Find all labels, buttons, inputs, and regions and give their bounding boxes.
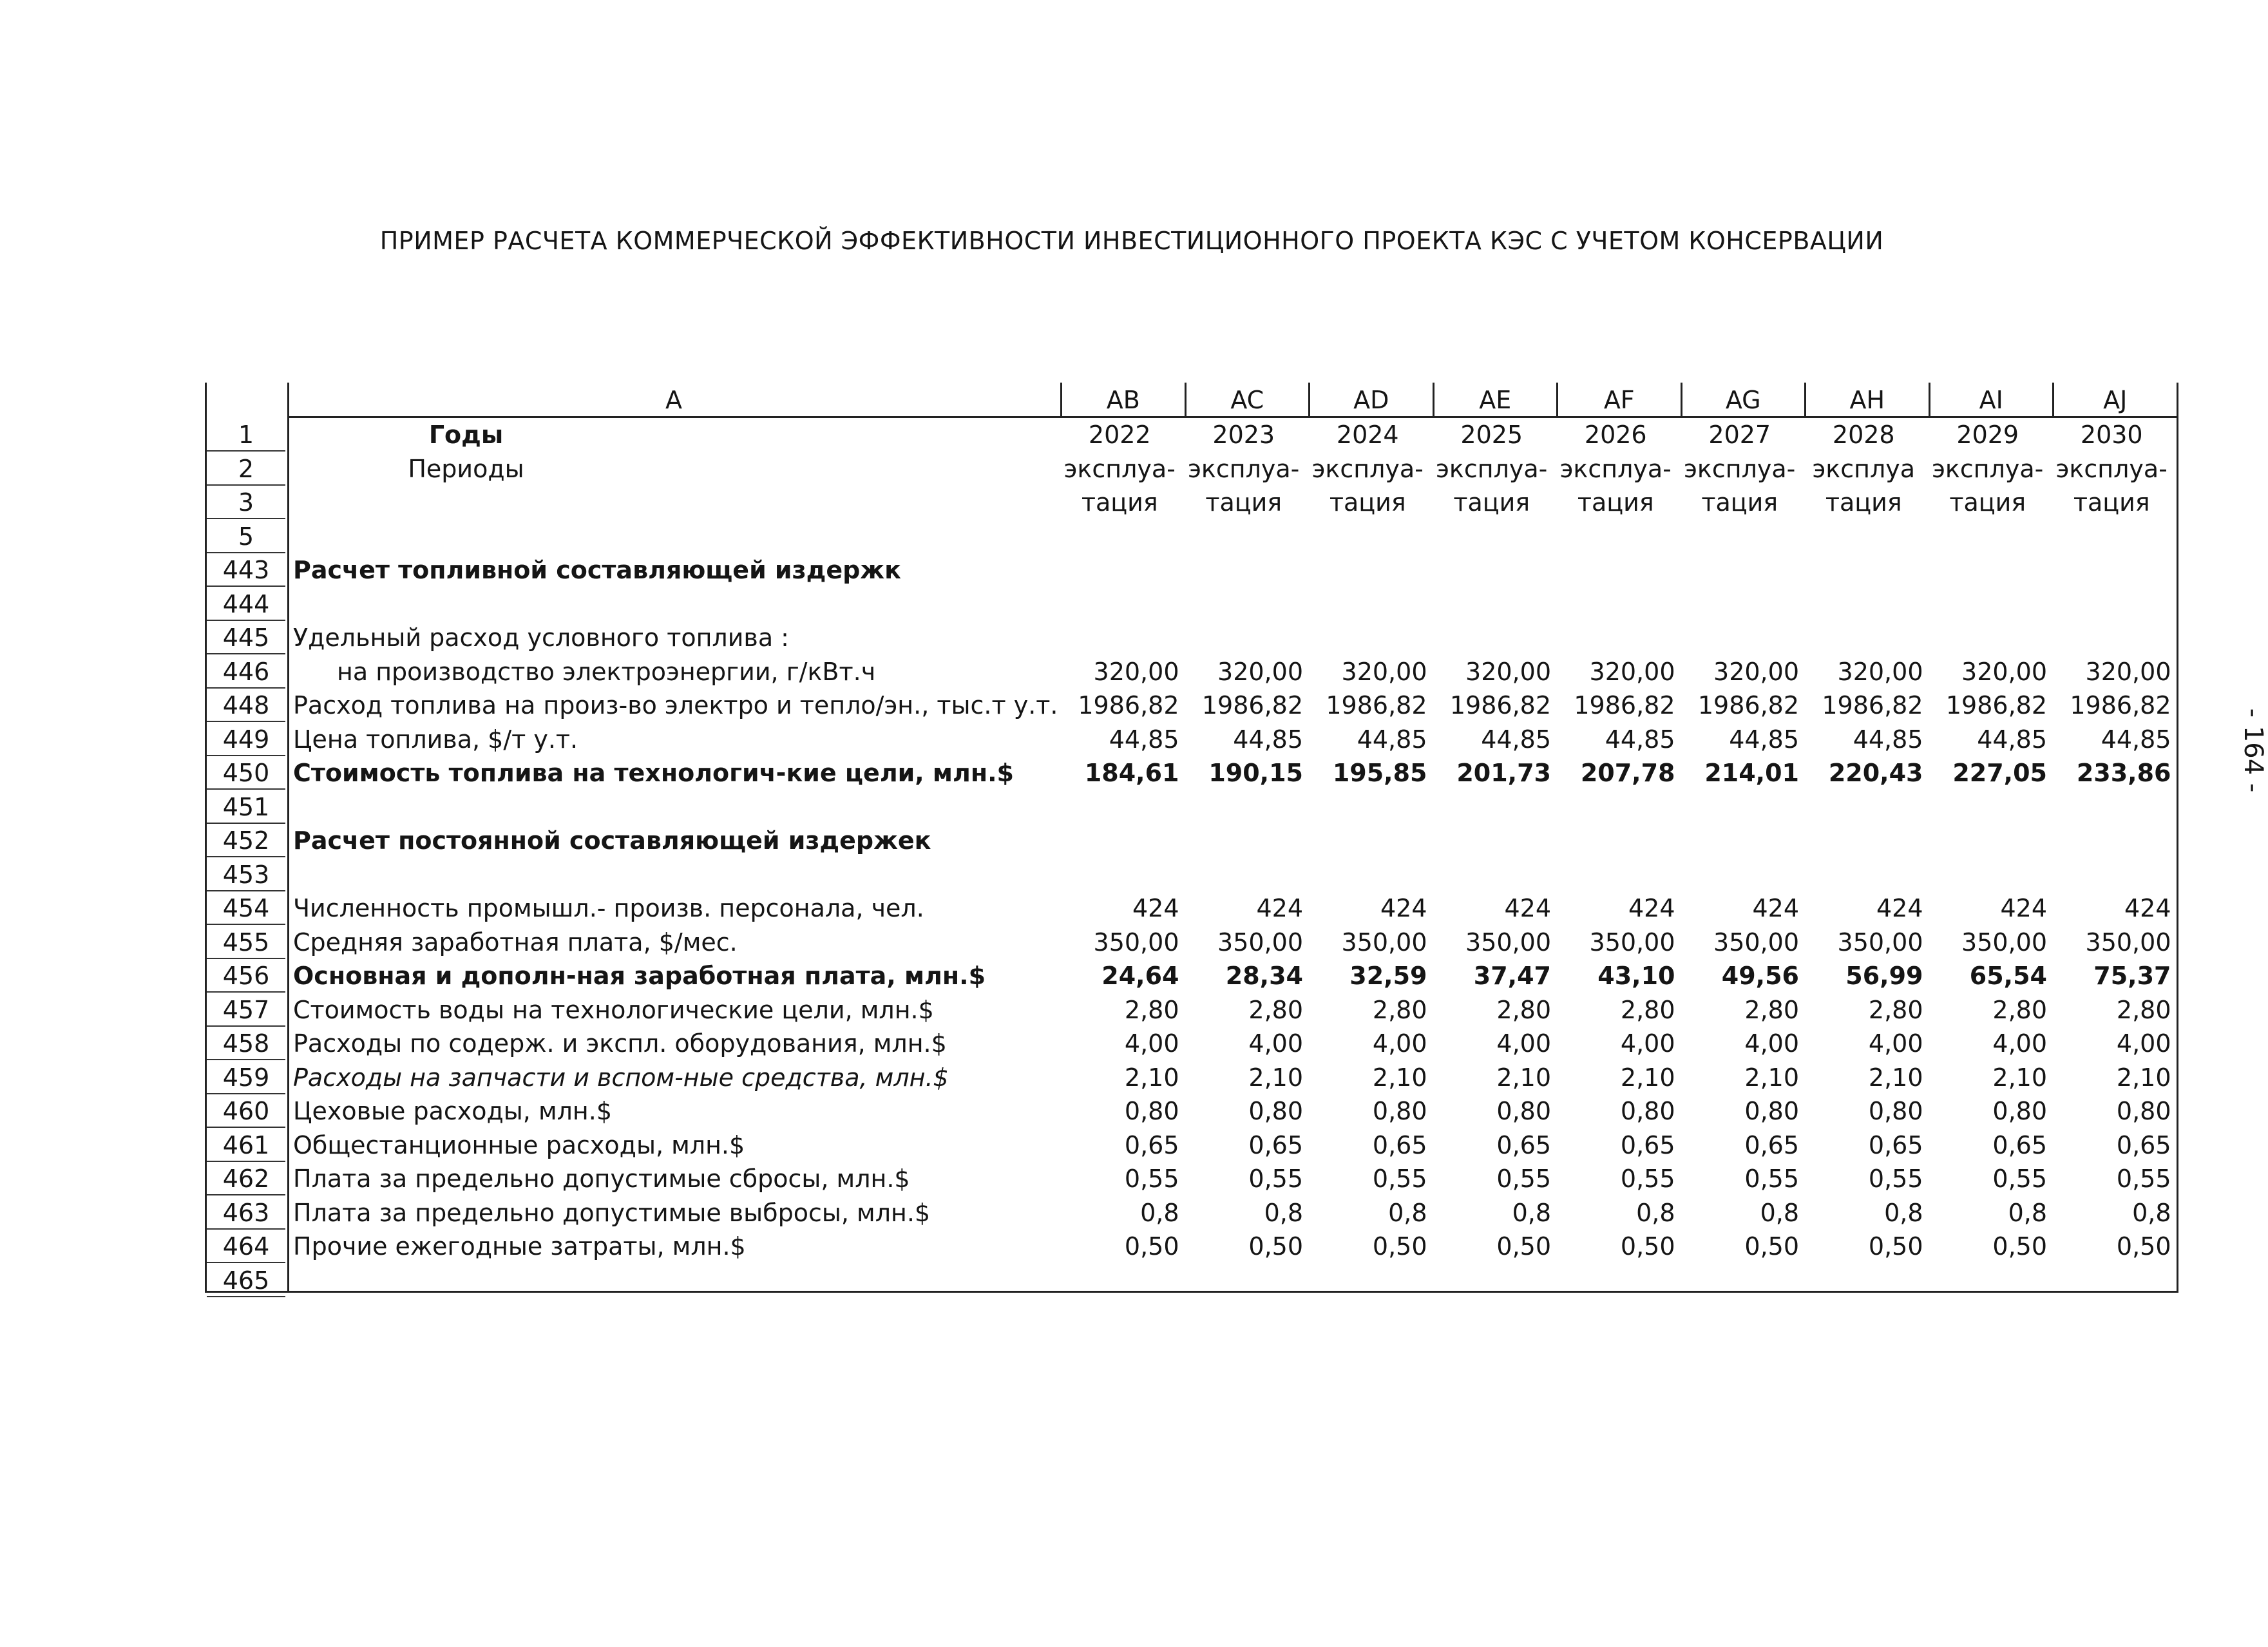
cell-value: тация [1453, 488, 1530, 517]
row-label: Средняя заработная плата, $/мес. [293, 928, 738, 957]
table-row [207, 926, 2177, 959]
cell-value: 0,65 [1248, 1130, 1303, 1159]
table-row [207, 1094, 2177, 1128]
row-label: Численность промышл.- произв. персонала, чел. [293, 894, 924, 922]
cell-value: 2028 [1832, 421, 1895, 449]
column-header: AD [1308, 383, 1433, 418]
cell-value: 320,00 [1961, 657, 2047, 686]
cell-value: 1986,82 [2070, 691, 2171, 719]
cell-value: эксплуа- [1063, 454, 1176, 483]
row-number: 451 [207, 790, 285, 824]
row-number: 3 [207, 486, 285, 519]
cell-value: тация [1825, 488, 1902, 517]
cell-value: 0,55 [1868, 1165, 1923, 1193]
cell-value: 2027 [1708, 421, 1771, 449]
cell-value: тация [1701, 488, 1778, 517]
cell-value: 0,55 [2116, 1165, 2171, 1193]
cell-value: эксплуа- [2055, 454, 2168, 483]
cell-value: 2,10 [1496, 1063, 1551, 1092]
table-row [207, 1027, 2177, 1060]
cell-value: 0,8 [2132, 1198, 2171, 1227]
cell-value: 0,80 [1124, 1097, 1179, 1125]
cell-value: 44,85 [1357, 725, 1427, 754]
table-row [207, 655, 2177, 689]
row-number: 459 [207, 1061, 285, 1094]
cell-value: 44,85 [1605, 725, 1675, 754]
cell-value: эксплуа [1812, 454, 1916, 483]
row-label: Прочие ежегодные затраты, млн.$ [293, 1232, 746, 1261]
cell-value: 2029 [1956, 421, 2019, 449]
cell-value: тация [1205, 488, 1282, 517]
row-label: Расход топлива на произ-во электро и тепло/эн., тыс.т у.т. [293, 691, 1058, 719]
cell-value: 350,00 [1589, 928, 1675, 957]
table-row [207, 1264, 2177, 1297]
cell-value: 44,85 [1109, 725, 1179, 754]
row-label: Основная и дополн-ная заработная плата, млн.$ [293, 962, 986, 990]
column-header: AF [1556, 383, 1681, 418]
row-number: 449 [207, 723, 285, 756]
cell-value: 0,65 [1620, 1130, 1675, 1159]
cell-value: 2,80 [2116, 995, 2171, 1024]
cell-value: 4,00 [1496, 1029, 1551, 1058]
cell-value: 1986,82 [1697, 691, 1799, 719]
cell-value: эксплуа- [1188, 454, 1300, 483]
table-row [207, 824, 2177, 857]
cell-value: 2022 [1088, 421, 1151, 449]
cell-value: 0,50 [1868, 1232, 1923, 1261]
cell-value: 32,59 [1349, 962, 1427, 990]
cell-value: тация [1577, 488, 1654, 517]
row-label: Периоды [408, 454, 524, 483]
row-number: 463 [207, 1196, 285, 1230]
table-row [207, 723, 2177, 756]
cell-value: 233,86 [2076, 759, 2171, 787]
cell-value: 0,55 [1620, 1165, 1675, 1193]
cell-value: 201,73 [1456, 759, 1551, 787]
cell-value: 0,65 [1868, 1130, 1923, 1159]
row-label: Плата за предельно допустимые сбросы, млн.$ [293, 1165, 910, 1193]
row-label: Общестанционные расходы, млн.$ [293, 1130, 745, 1159]
cell-value: эксплуа- [1436, 454, 1548, 483]
cell-value: 2,10 [1248, 1063, 1303, 1092]
table-row [207, 587, 2177, 621]
cell-value: 4,00 [1868, 1029, 1923, 1058]
cell-value: 320,00 [1093, 657, 1179, 686]
table-row [207, 1230, 2177, 1263]
cell-value: 2,80 [1992, 995, 2047, 1024]
row-number: 460 [207, 1094, 285, 1128]
cell-value: 28,34 [1225, 962, 1303, 990]
cell-value: 44,85 [1977, 725, 2047, 754]
cell-value: 424 [1132, 894, 1179, 922]
cell-value: 44,85 [1481, 725, 1551, 754]
cell-value: 2,80 [1248, 995, 1303, 1024]
table-row [207, 553, 2177, 587]
cell-value: 0,8 [1760, 1198, 1799, 1227]
cell-value: 2,80 [1868, 995, 1923, 1024]
cell-value: 2,10 [1992, 1063, 2047, 1092]
cell-value: 227,05 [1952, 759, 2047, 787]
cell-value: 0,50 [1620, 1232, 1675, 1261]
cell-value: 0,80 [2116, 1097, 2171, 1125]
cell-value: 4,00 [1372, 1029, 1427, 1058]
cell-value: 0,50 [1744, 1232, 1799, 1261]
cell-value: 0,80 [1992, 1097, 2047, 1125]
table-row [207, 858, 2177, 891]
cell-value: 0,8 [1636, 1198, 1675, 1227]
cell-value: 0,80 [1372, 1097, 1427, 1125]
cell-value: 4,00 [1744, 1029, 1799, 1058]
cell-value: 2,80 [1620, 995, 1675, 1024]
cell-value: 2,80 [1124, 995, 1179, 1024]
cell-value: 424 [2000, 894, 2047, 922]
cell-value: 4,00 [2116, 1029, 2171, 1058]
cell-value: 2,10 [2116, 1063, 2171, 1092]
cell-value: 350,00 [1093, 928, 1179, 957]
cell-value: 424 [2124, 894, 2171, 922]
table-row [207, 689, 2177, 722]
table-row [207, 1162, 2177, 1195]
cell-value: 0,50 [2116, 1232, 2171, 1261]
cell-value: 0,65 [1124, 1130, 1179, 1159]
cell-value: 350,00 [1465, 928, 1551, 957]
table-row [207, 993, 2177, 1027]
row-label: Цена топлива, $/т у.т. [293, 725, 578, 754]
cell-value: 0,80 [1744, 1097, 1799, 1125]
row-label: Расчет постоянной составляющей издержек [293, 826, 931, 855]
cell-value: 350,00 [1961, 928, 2047, 957]
cell-value: 2024 [1336, 421, 1399, 449]
cell-value: 0,65 [1372, 1130, 1427, 1159]
cell-value: 320,00 [1465, 657, 1551, 686]
cell-value: 43,10 [1597, 962, 1675, 990]
table-row [207, 452, 2177, 486]
cell-value: эксплуа- [1932, 454, 2044, 483]
cell-value: 37,47 [1473, 962, 1551, 990]
cell-value: 0,80 [1620, 1097, 1675, 1125]
cell-value: 0,8 [2008, 1198, 2047, 1227]
cell-value: 2,80 [1372, 995, 1427, 1024]
cell-value: 0,55 [1124, 1165, 1179, 1193]
cell-value: 4,00 [1124, 1029, 1179, 1058]
row-label: Годы [428, 421, 504, 449]
cell-value: 0,55 [1744, 1165, 1799, 1193]
cell-value: 75,37 [2093, 962, 2171, 990]
table-row [207, 756, 2177, 790]
cell-value: 350,00 [1341, 928, 1427, 957]
cell-value: эксплуа- [1311, 454, 1424, 483]
row-label: Плата за предельно допустимые выбросы, млн.$ [293, 1198, 931, 1227]
cell-value: 190,15 [1208, 759, 1303, 787]
cell-value: 0,55 [1248, 1165, 1303, 1193]
table-row [207, 520, 2177, 553]
row-number: 458 [207, 1027, 285, 1060]
table-row [207, 1128, 2177, 1162]
row-number: 444 [207, 587, 285, 621]
cell-value: 1986,82 [1945, 691, 2047, 719]
row-label: Удельный расход условного топлива : [293, 624, 789, 652]
cell-value: 0,65 [1744, 1130, 1799, 1159]
cell-value: 0,80 [1496, 1097, 1551, 1125]
cell-value: 24,64 [1101, 962, 1179, 990]
cell-value: тация [1081, 488, 1158, 517]
cell-value: 0,65 [1992, 1130, 2047, 1159]
row-number: 457 [207, 993, 285, 1027]
cell-value: 320,00 [1837, 657, 1923, 686]
cell-value: 1986,82 [1822, 691, 1923, 719]
cell-value: 424 [1752, 894, 1799, 922]
row-label: Стоимость воды на технологические цели, млн.$ [293, 995, 934, 1024]
table-row [207, 621, 2177, 654]
row-label: Расходы по содерж. и экспл. оборудования, млн.$ [293, 1029, 947, 1058]
cell-value: 0,65 [1496, 1130, 1551, 1159]
cell-value: 320,00 [2085, 657, 2171, 686]
cell-value: 424 [1876, 894, 1923, 922]
cell-value: 0,50 [1248, 1232, 1303, 1261]
column-header: AJ [2052, 383, 2177, 418]
row-number: 462 [207, 1162, 285, 1195]
cell-value: 0,55 [1992, 1165, 2047, 1193]
cell-value: 2026 [1584, 421, 1647, 449]
column-header: AC [1185, 383, 1309, 418]
row-number: 446 [207, 655, 285, 689]
cell-value: 424 [1628, 894, 1675, 922]
table-row [207, 486, 2177, 519]
cell-value: 424 [1256, 894, 1303, 922]
column-header: AI [1929, 383, 2053, 418]
cell-value: 220,43 [1828, 759, 1923, 787]
cell-value: 0,8 [1140, 1198, 1179, 1227]
row-label: Расходы на запчасти и вспом-ные средства, млн.$ [293, 1063, 949, 1092]
cell-value: 0,80 [1868, 1097, 1923, 1125]
cell-value: тация [2073, 488, 2150, 517]
cell-value: 4,00 [1992, 1029, 2047, 1058]
cell-value: 0,65 [2116, 1130, 2171, 1159]
column-header: AE [1433, 383, 1557, 418]
column-header: AB [1060, 383, 1185, 418]
table-row [207, 959, 2177, 993]
row-label: Цеховые расходы, млн.$ [293, 1097, 613, 1125]
table-row [207, 418, 2177, 452]
cell-value: 44,85 [1233, 725, 1303, 754]
cell-value: 0,50 [1124, 1232, 1179, 1261]
cell-value: 195,85 [1332, 759, 1427, 787]
cell-value: 44,85 [1729, 725, 1799, 754]
row-number: 465 [207, 1264, 285, 1297]
row-label: на производство электроэнергии, г/кВт.ч [337, 657, 876, 686]
page-number: - 164 - [2238, 708, 2268, 793]
cell-value: 2,10 [1124, 1063, 1179, 1092]
cell-value: 424 [1504, 894, 1551, 922]
cell-value: 424 [1380, 894, 1427, 922]
row-number: 464 [207, 1230, 285, 1263]
row-number: 448 [207, 689, 285, 722]
cell-value: 2,80 [1744, 995, 1799, 1024]
cell-value: 2,80 [1496, 995, 1551, 1024]
cell-value: 44,85 [1853, 725, 1923, 754]
table-row [207, 891, 2177, 925]
cell-value: 1986,82 [1326, 691, 1427, 719]
cell-value: 350,00 [1837, 928, 1923, 957]
spreadsheet [205, 383, 2178, 1293]
cell-value: 1986,82 [1449, 691, 1551, 719]
cell-value: 2,10 [1620, 1063, 1675, 1092]
cell-value: 350,00 [2085, 928, 2171, 957]
row-number: 456 [207, 959, 285, 993]
cell-value: тация [1329, 488, 1406, 517]
cell-value: 320,00 [1713, 657, 1799, 686]
row-number: 461 [207, 1128, 285, 1162]
cell-value: 0,50 [1992, 1232, 2047, 1261]
row-number: 443 [207, 553, 285, 587]
cell-value: тация [1949, 488, 2026, 517]
row-number: 2 [207, 452, 285, 486]
table-row [207, 790, 2177, 824]
cell-value: 350,00 [1217, 928, 1303, 957]
row-label: Стоимость топлива на технологич-кие цели, млн.$ [293, 759, 1014, 787]
cell-value: 320,00 [1341, 657, 1427, 686]
cell-value: 44,85 [2101, 725, 2171, 754]
row-number: 453 [207, 858, 285, 891]
row-number: 445 [207, 621, 285, 654]
row-number: 455 [207, 926, 285, 959]
cell-value: 56,99 [1845, 962, 1923, 990]
cell-value: 2,10 [1372, 1063, 1427, 1092]
cell-value: 2,10 [1744, 1063, 1799, 1092]
row-number: 450 [207, 756, 285, 790]
cell-value: 65,54 [1969, 962, 2047, 990]
cell-value: 0,50 [1372, 1232, 1427, 1261]
cell-value: эксплуа- [1684, 454, 1796, 483]
cell-value: 0,55 [1372, 1165, 1427, 1193]
row-number: 452 [207, 824, 285, 857]
cell-value: 214,01 [1704, 759, 1799, 787]
cell-value: 0,50 [1496, 1232, 1551, 1261]
cell-value: 184,61 [1084, 759, 1179, 787]
document-title: ПРИМЕР РАСЧЕТА КОММЕРЧЕСКОЙ ЭФФЕКТИВНОСТИ ИНВЕСТИЦИОННОГО ПРОЕКТА КЭС С УЧЕТОМ КОНСЕРВАЦИИ [379, 227, 1884, 255]
cell-value: 1986,82 [1201, 691, 1303, 719]
cell-value: 0,8 [1512, 1198, 1551, 1227]
cell-value: 1986,82 [1078, 691, 1179, 719]
cell-value: 4,00 [1248, 1029, 1303, 1058]
table-row [207, 1061, 2177, 1094]
row-number: 454 [207, 891, 285, 925]
cell-value: 320,00 [1217, 657, 1303, 686]
column-header: AG [1681, 383, 1805, 418]
cell-value: 2025 [1460, 421, 1523, 449]
cell-value: 0,55 [1496, 1165, 1551, 1193]
cell-value: 0,80 [1248, 1097, 1303, 1125]
cell-value: 1986,82 [1574, 691, 1675, 719]
cell-value: 0,8 [1884, 1198, 1923, 1227]
cell-value: 350,00 [1713, 928, 1799, 957]
cell-value: эксплуа- [1559, 454, 1672, 483]
row-number: 1 [207, 418, 285, 452]
column-header: AH [1804, 383, 1929, 418]
cell-value: 0,8 [1388, 1198, 1427, 1227]
row-label: Расчет топливной составляющей издержк [293, 556, 901, 584]
cell-value: 2030 [2080, 421, 2143, 449]
cell-value: 2023 [1212, 421, 1275, 449]
cell-value: 49,56 [1721, 962, 1799, 990]
row-number: 5 [207, 520, 285, 553]
cell-value: 207,78 [1580, 759, 1675, 787]
column-header-a: A [287, 383, 1060, 418]
cell-value: 0,8 [1264, 1198, 1303, 1227]
cell-value: 2,10 [1868, 1063, 1923, 1092]
table-row [207, 1196, 2177, 1230]
cell-value: 4,00 [1620, 1029, 1675, 1058]
cell-value: 320,00 [1589, 657, 1675, 686]
